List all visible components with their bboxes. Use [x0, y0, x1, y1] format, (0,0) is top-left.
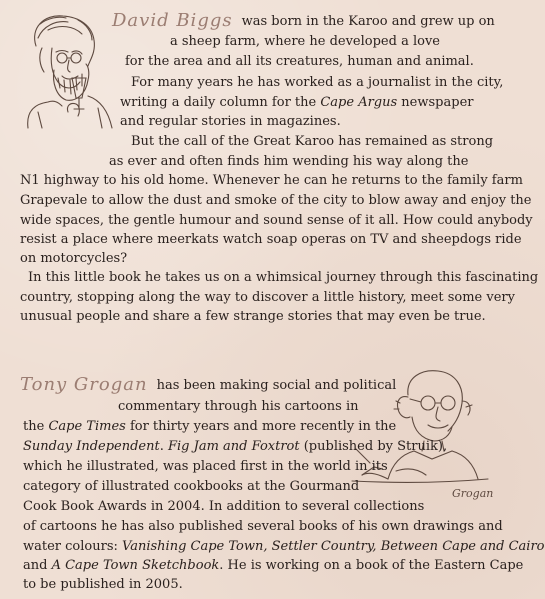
biggs-line-2: a sheep farm, where he developed a love	[170, 34, 440, 49]
grogan-line-7: Cook Book Awards in 2004. In addition to several collections	[23, 499, 425, 514]
grogan-name: Tony Grogan	[20, 374, 148, 395]
grogan-line-8: of cartoons he has also published several books of his own drawings and	[23, 519, 503, 534]
grogan-line-2: commentary through his cartoons in	[118, 399, 359, 414]
grogan-line-3: the Cape Times for thirty years and more recently in the	[23, 419, 397, 434]
biggs-line-6: and regular stories in magazines.	[120, 114, 341, 129]
biggs-line-3: for the area and all its creatures, human and animal.	[125, 54, 474, 69]
biggs-line-11: wide spaces, the gentle humour and sound sense of it all. How could anybody	[20, 213, 533, 228]
biggs-line-16: unusual people and share a few strange stories that may even be true.	[20, 309, 486, 324]
biggs-line-4: For many years he has worked as a journalist in the city,	[131, 75, 504, 90]
grogan-line-6: category of illustrated cookbooks at the Gourmand	[23, 479, 360, 494]
biggs-line-12: resist a place where meerkats watch soap operas on TV and sheepdogs ride	[20, 232, 522, 247]
grogan-line-11: to be published in 2005.	[23, 577, 183, 592]
grogan-line-4: Sunday Independent. Fig Jam and Foxtrot (published by Struik),	[23, 439, 448, 454]
biggs-line-8: as ever and often finds him wending his way along the	[109, 154, 469, 169]
grogan-signature: Grogan	[452, 487, 494, 500]
grogan-line-1: Tony Grogan has been making social and political	[20, 374, 397, 395]
grogan-line-9: water colours: Vanishing Cape Town, Settler Country, Between Cape and Cairo	[23, 539, 545, 554]
biggs-line-7: But the call of the Great Karoo has remained as strong	[131, 134, 494, 149]
biggs-line-5: writing a daily column for the Cape Argus newspaper	[120, 95, 474, 110]
grogan-line-5: which he illustrated, was placed first in the world in its	[23, 459, 388, 474]
biggs-line-1: David Biggs was born in the Karoo and grew up on	[112, 10, 495, 31]
biggs-line-10: Grapevale to allow the dust and smoke of the city to blow away and enjoy the	[20, 193, 532, 208]
biggs-line-13: on motorcycles?	[20, 251, 128, 266]
biggs-name: David Biggs	[112, 10, 233, 31]
biggs-line-15: country, stopping along the way to discover a little history, meet some very	[20, 290, 515, 305]
david-biggs-caricature	[8, 8, 120, 130]
grogan-line-10: and A Cape Town Sketchbook. He is working on a book of the Eastern Cape	[23, 558, 524, 573]
biggs-line-14: In this little book he takes us on a whimsical journey through this fascinating	[28, 270, 539, 285]
biggs-line-9: N1 highway to his old home. Whenever he can he returns to the family farm	[20, 173, 523, 188]
